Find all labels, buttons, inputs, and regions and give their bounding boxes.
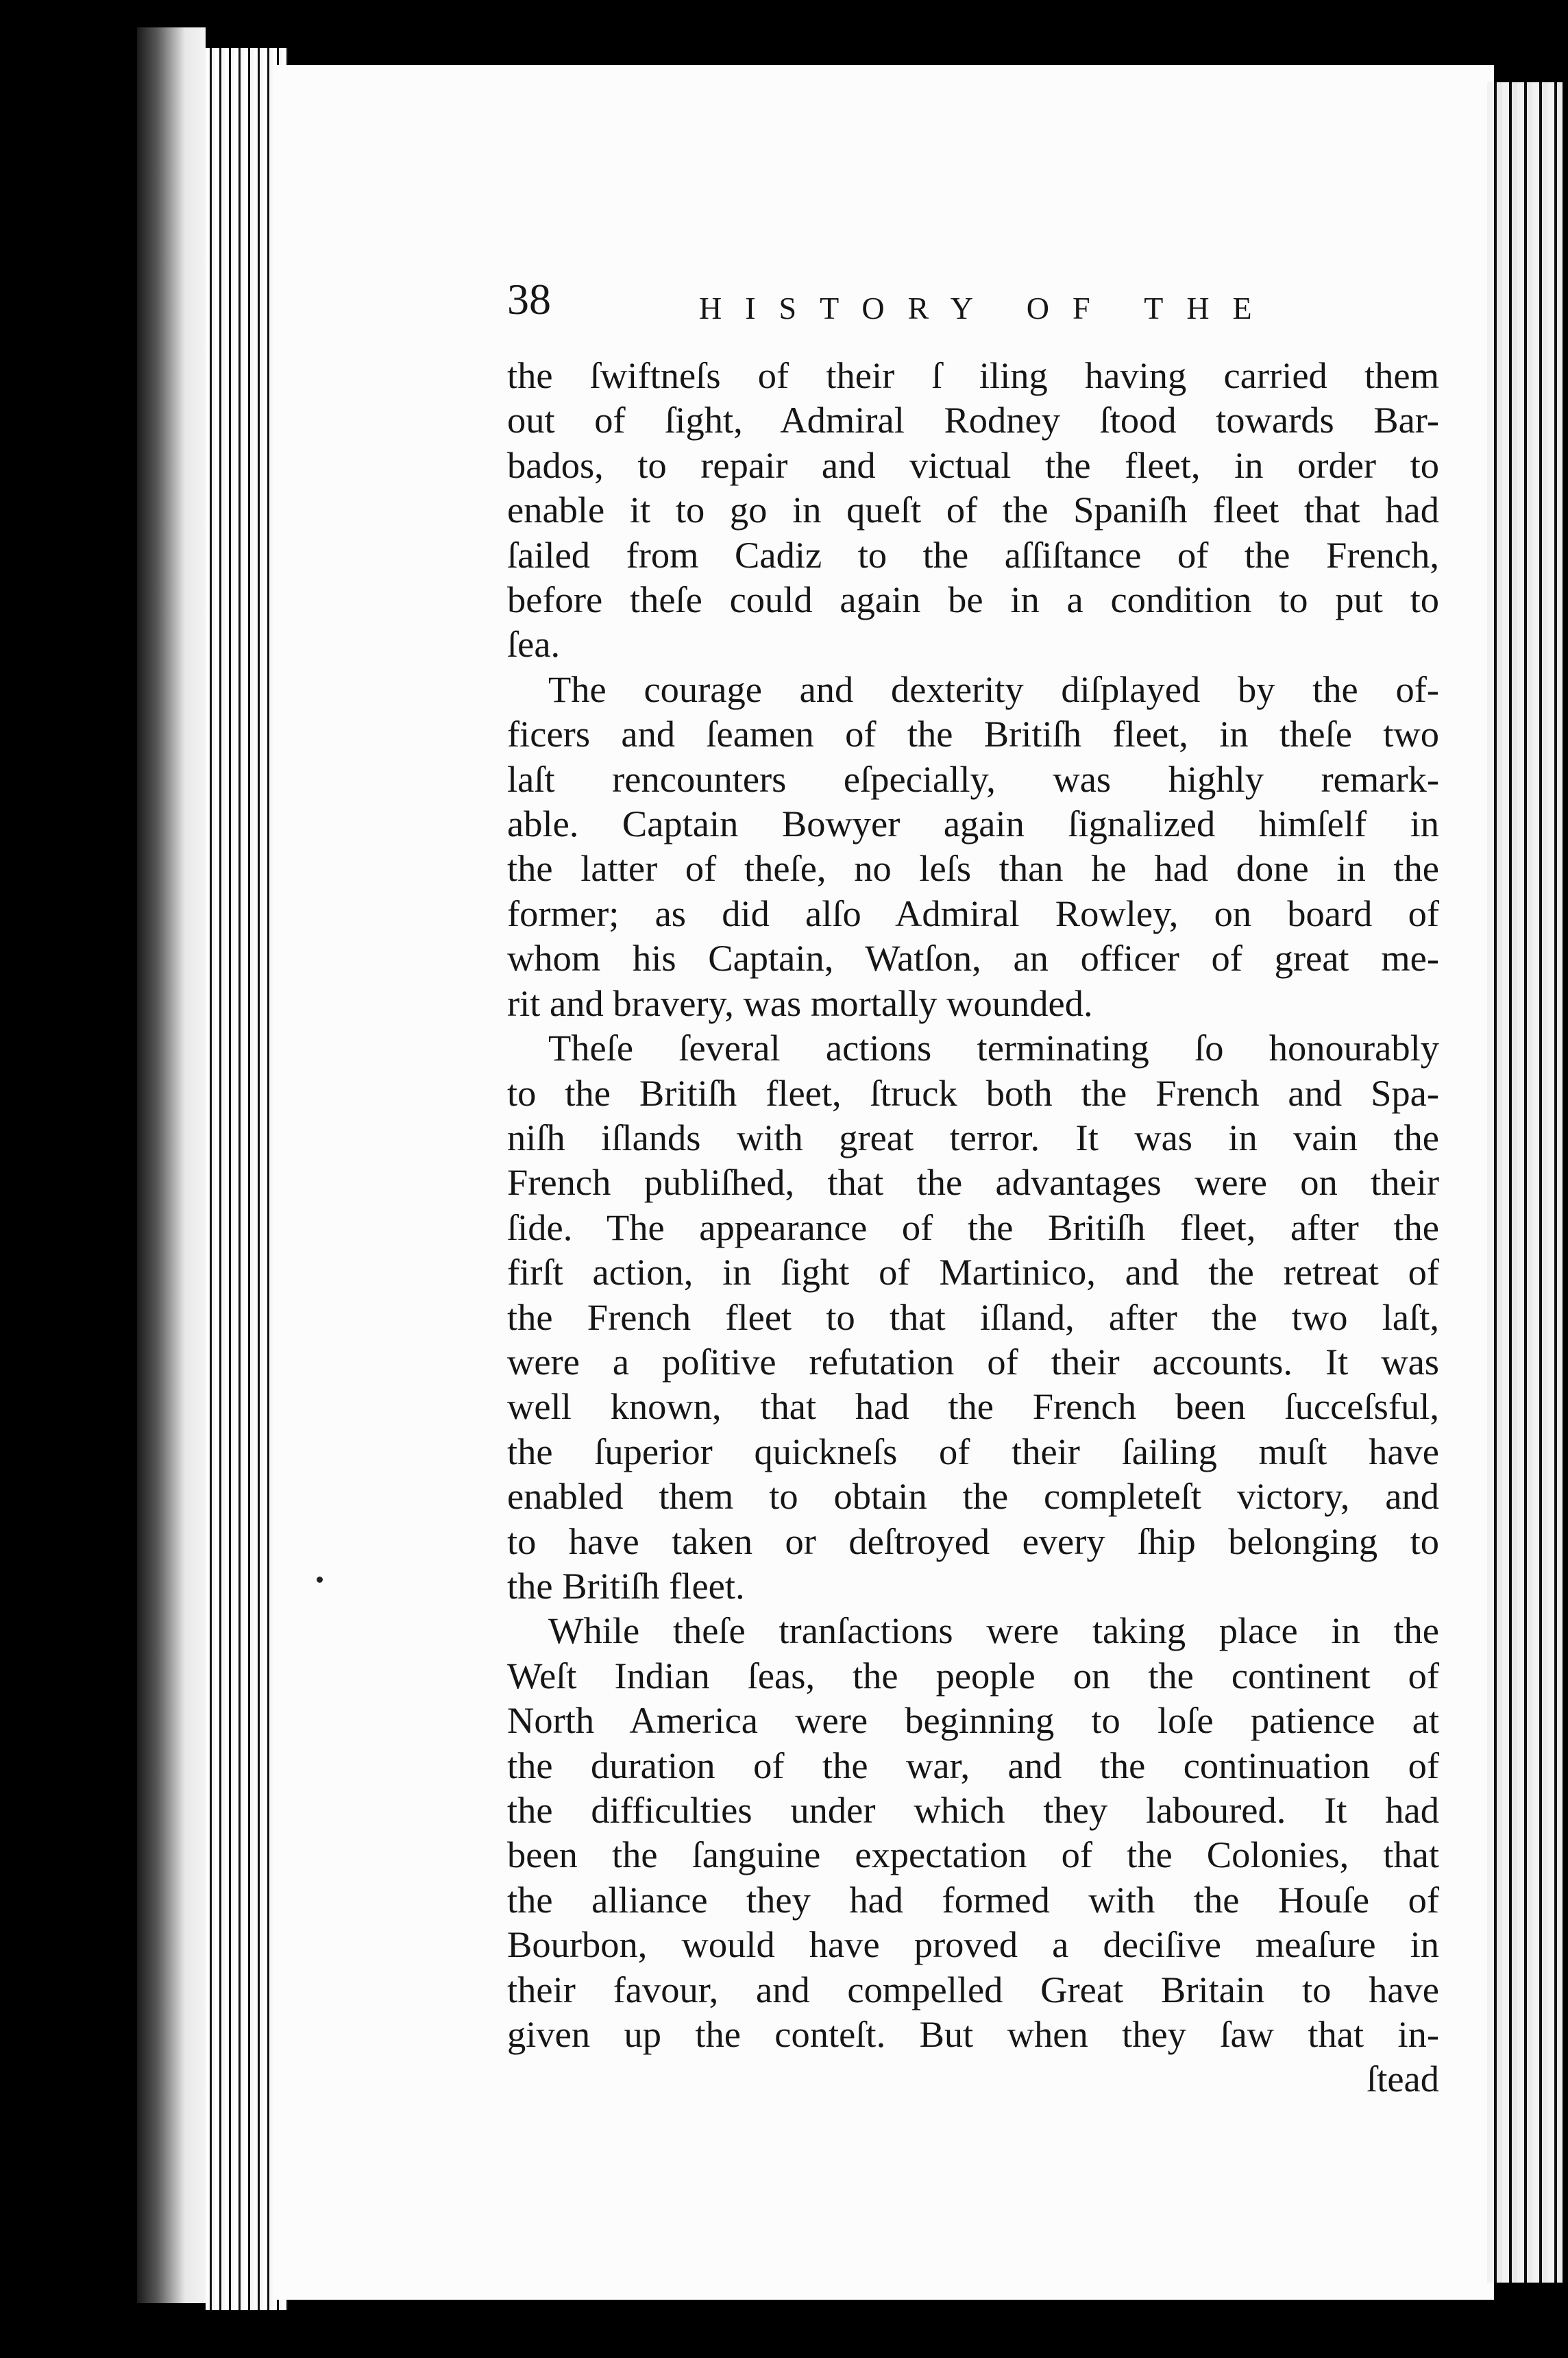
text-line: bados, to repair and victual the fleet, in order to [507,443,1439,486]
text-line: enable it to go in queſt of the Spaniſh fleet that had [507,489,1439,531]
page-edges-right [1487,82,1563,2283]
text-line: to the Britiſh fleet, ſtruck both the French and Spa- [507,1071,1439,1114]
catchword: ſtead [1367,2058,1439,2100]
text-line: the ſwiftneſs of their ſ iling having carried them [507,354,1439,396]
text-line: Bourbon, would have proved a deciſive meaſure in [507,1923,1439,1966]
body-text [507,353,1439,2056]
text-line: the duration of the war, and the continuation of [507,1744,1439,1786]
text-line: French publiſhed, that the advantages were on their [507,1161,1439,1204]
paragraph [507,1025,1439,1608]
paragraph [507,667,1439,1025]
text-line: The courage and dexterity diſplayed by the of- [548,668,1439,710]
text-line: laſt rencounters eſpecially, was highly remark- [507,757,1439,800]
text-line: ſailed from Cadiz to the aſſiſtance of the French, [507,533,1439,576]
paragraph [507,353,1439,667]
ink-speck [317,1577,323,1583]
paragraph [507,1608,1439,2056]
text-line: well known, that had the French been ſucceſsful, [507,1385,1439,1428]
text-line: been the ſanguine expectation of the Colonies, that [507,1834,1439,1876]
text-line: Theſe ſeveral actions terminating ſo honourably [548,1027,1439,1069]
text-line: the latter of theſe, no leſs than he had done in the [507,847,1439,890]
text-line: whom his Captain, Watſon, an officer of great me- [507,937,1439,980]
text-line: able. Captain Bowyer again ſignalized himſelf in [507,803,1439,845]
text-line: North America were beginning to loſe patience at [507,1699,1439,1742]
page-number: 38 [507,275,551,324]
text-line: were a poſitive refutation of their accounts. It was [507,1340,1439,1383]
text-line: niſh iſlands with great terror. It was in vain the [507,1116,1439,1158]
text-line: rit and bravery, was mortally wounded. [507,982,1093,1024]
text-line: before theſe could again be in a condition to put to [507,579,1439,621]
text-line: their favour, and compelled Great Britain to have [507,1968,1439,2010]
text-line: enabled them to obtain the completeſt victory, and [507,1475,1439,1518]
text-line: firſt action, in ſight of Martinico, and the retreat of [507,1251,1439,1293]
text-line: ſea. [507,623,561,666]
running-title: HISTORY OF THE [699,291,1275,326]
book-cover-edge [137,27,206,2303]
text-line: given up the conteſt. But when they ſaw that in- [507,2013,1439,2056]
text-line: the ſuperior quickneſs of their ſailing muſt have [507,1430,1439,1472]
running-head [507,275,1439,353]
text-line: ficers and ſeamen of the Britiſh fleet, in theſe two [507,713,1439,755]
text-line: the French fleet to that iſland, after the two laſt, [507,1296,1439,1338]
text-line: ſide. The appearance of the Britiſh fleet, after the [507,1206,1439,1248]
text-line: While theſe tranſactions were taking place in the [548,1609,1439,1652]
text-line: former; as did alſo Admiral Rowley, on board of [507,892,1439,934]
text-line: the Britiſh fleet. [507,1564,745,1607]
text-line: Weſt Indian ſeas, the people on the continent of [507,1654,1439,1697]
text-line: the difficulties under which they laboured. It had [507,1789,1439,1831]
text-line: to have taken or deſtroyed every ſhip belonging to [507,1520,1439,1562]
text-line: the alliance they had formed with the Houſe of [507,1878,1439,1921]
page-text-block [507,275,1439,2102]
text-line: out of ſight, Admiral Rodney ſtood towards Bar- [507,399,1439,441]
